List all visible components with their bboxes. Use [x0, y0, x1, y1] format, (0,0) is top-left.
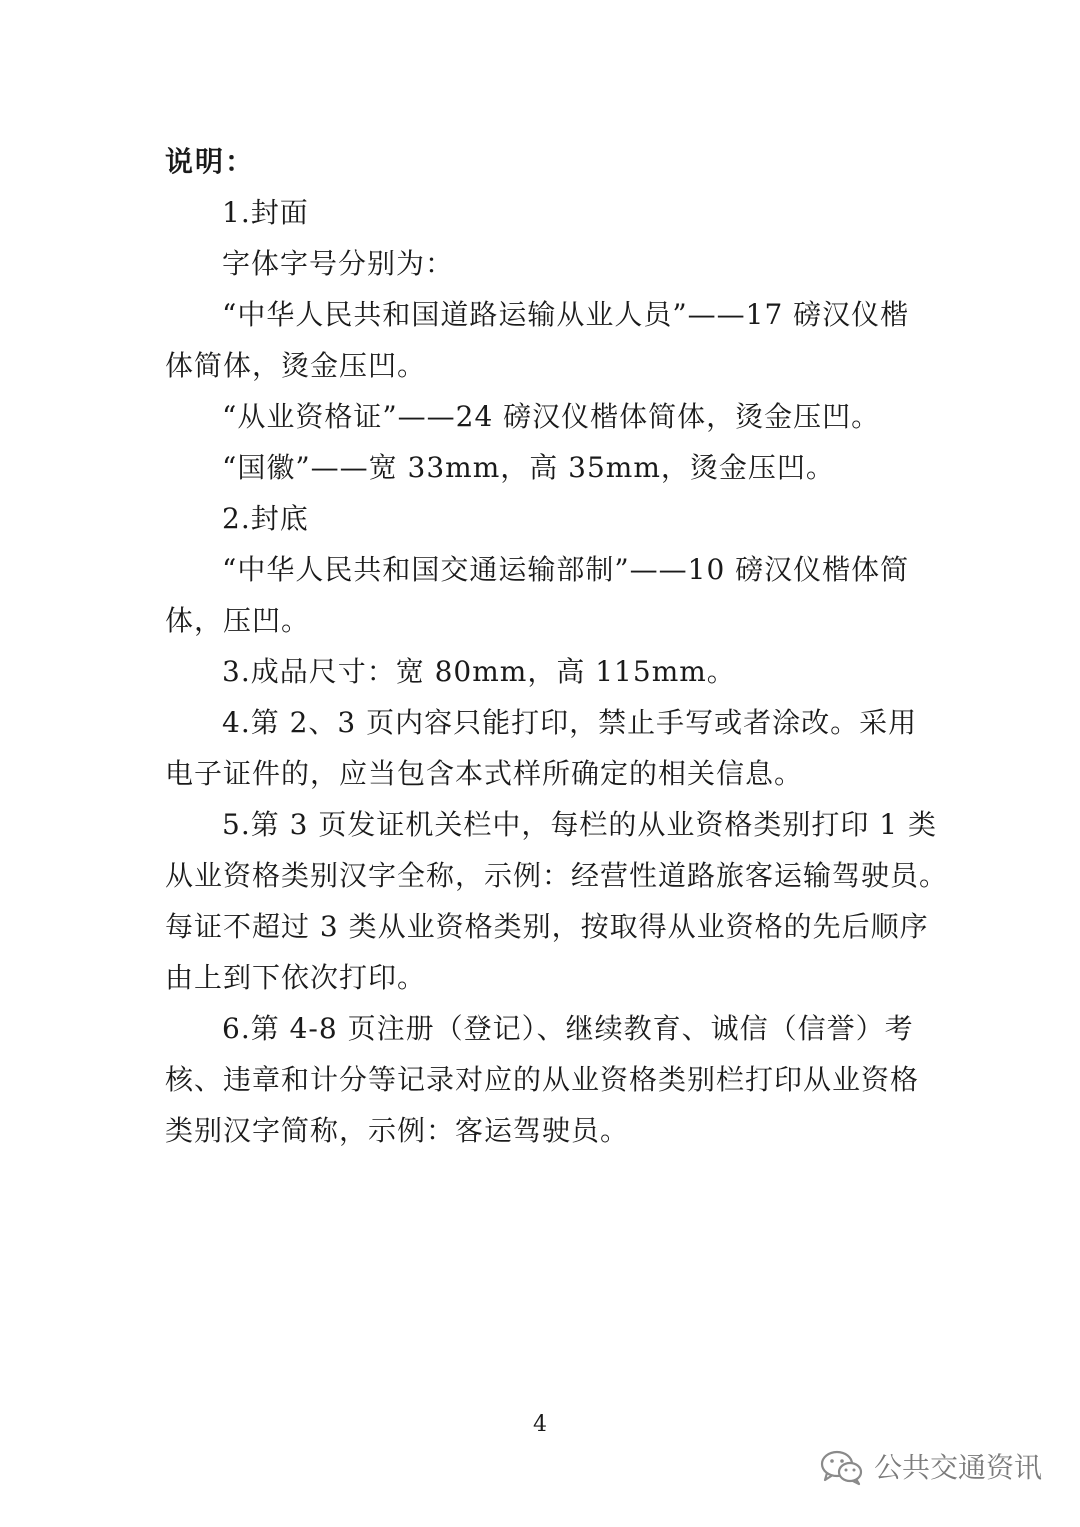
certificate-title-spec: “从业资格证”——24 磅汉仪楷体简体，烫金压凹。 [222, 400, 881, 433]
item-5-line-1: 5.第 3 页发证机关栏中，每栏的从业资格类别打印 1 类 [222, 808, 937, 841]
item-5-line-4: 由上到下依次打印。 [165, 961, 427, 994]
item-4-line-2: 电子证件的，应当包含本式样所确定的相关信息。 [165, 757, 804, 790]
item-2-title: 2.封底 [222, 502, 309, 535]
item-6-line-1: 6.第 4-8 页注册（登记）、继续教育、诚信（信誉）考 [222, 1012, 914, 1045]
item-1-title: 1.封面 [222, 196, 309, 229]
cover-title-spec-line-2: 体简体，烫金压凹。 [165, 349, 427, 382]
back-cover-spec-line-2: 体，压凹。 [165, 604, 311, 637]
watermark-text: 公共交通资讯 [873, 1451, 1042, 1484]
wechat-icon [820, 1450, 864, 1486]
item-5-line-2: 从业资格类别汉字全称，示例：经营性道路旅客运输驾驶员。 [165, 859, 949, 892]
item-6-line-3: 类别汉字简称，示例：客运驾驶员。 [165, 1114, 630, 1147]
page-number: 4 [533, 1412, 547, 1437]
item-4-line-1: 4.第 2、3 页内容只能打印，禁止手写或者涂改。采用 [222, 706, 918, 739]
item-6-line-2: 核、违章和计分等记录对应的从业资格类别栏打印从业资格 [165, 1063, 920, 1096]
item-5-line-3: 每证不超过 3 类从业资格类别，按取得从业资格的先后顺序 [165, 910, 929, 943]
cover-title-spec-line-1: “中华人民共和国道路运输从业人员”——17 磅汉仪楷 [222, 298, 910, 331]
back-cover-spec-line-1: “中华人民共和国交通运输部制”——10 磅汉仪楷体简 [222, 553, 910, 586]
section-heading: 说明： [165, 145, 256, 178]
font-spec-intro: 字体字号分别为： [222, 247, 455, 280]
emblem-spec: “国徽”——宽 33mm，高 35mm，烫金压凹。 [222, 451, 835, 484]
watermark [820, 1450, 1042, 1486]
item-3-size: 3.成品尺寸：宽 80mm，高 115mm。 [222, 655, 736, 688]
